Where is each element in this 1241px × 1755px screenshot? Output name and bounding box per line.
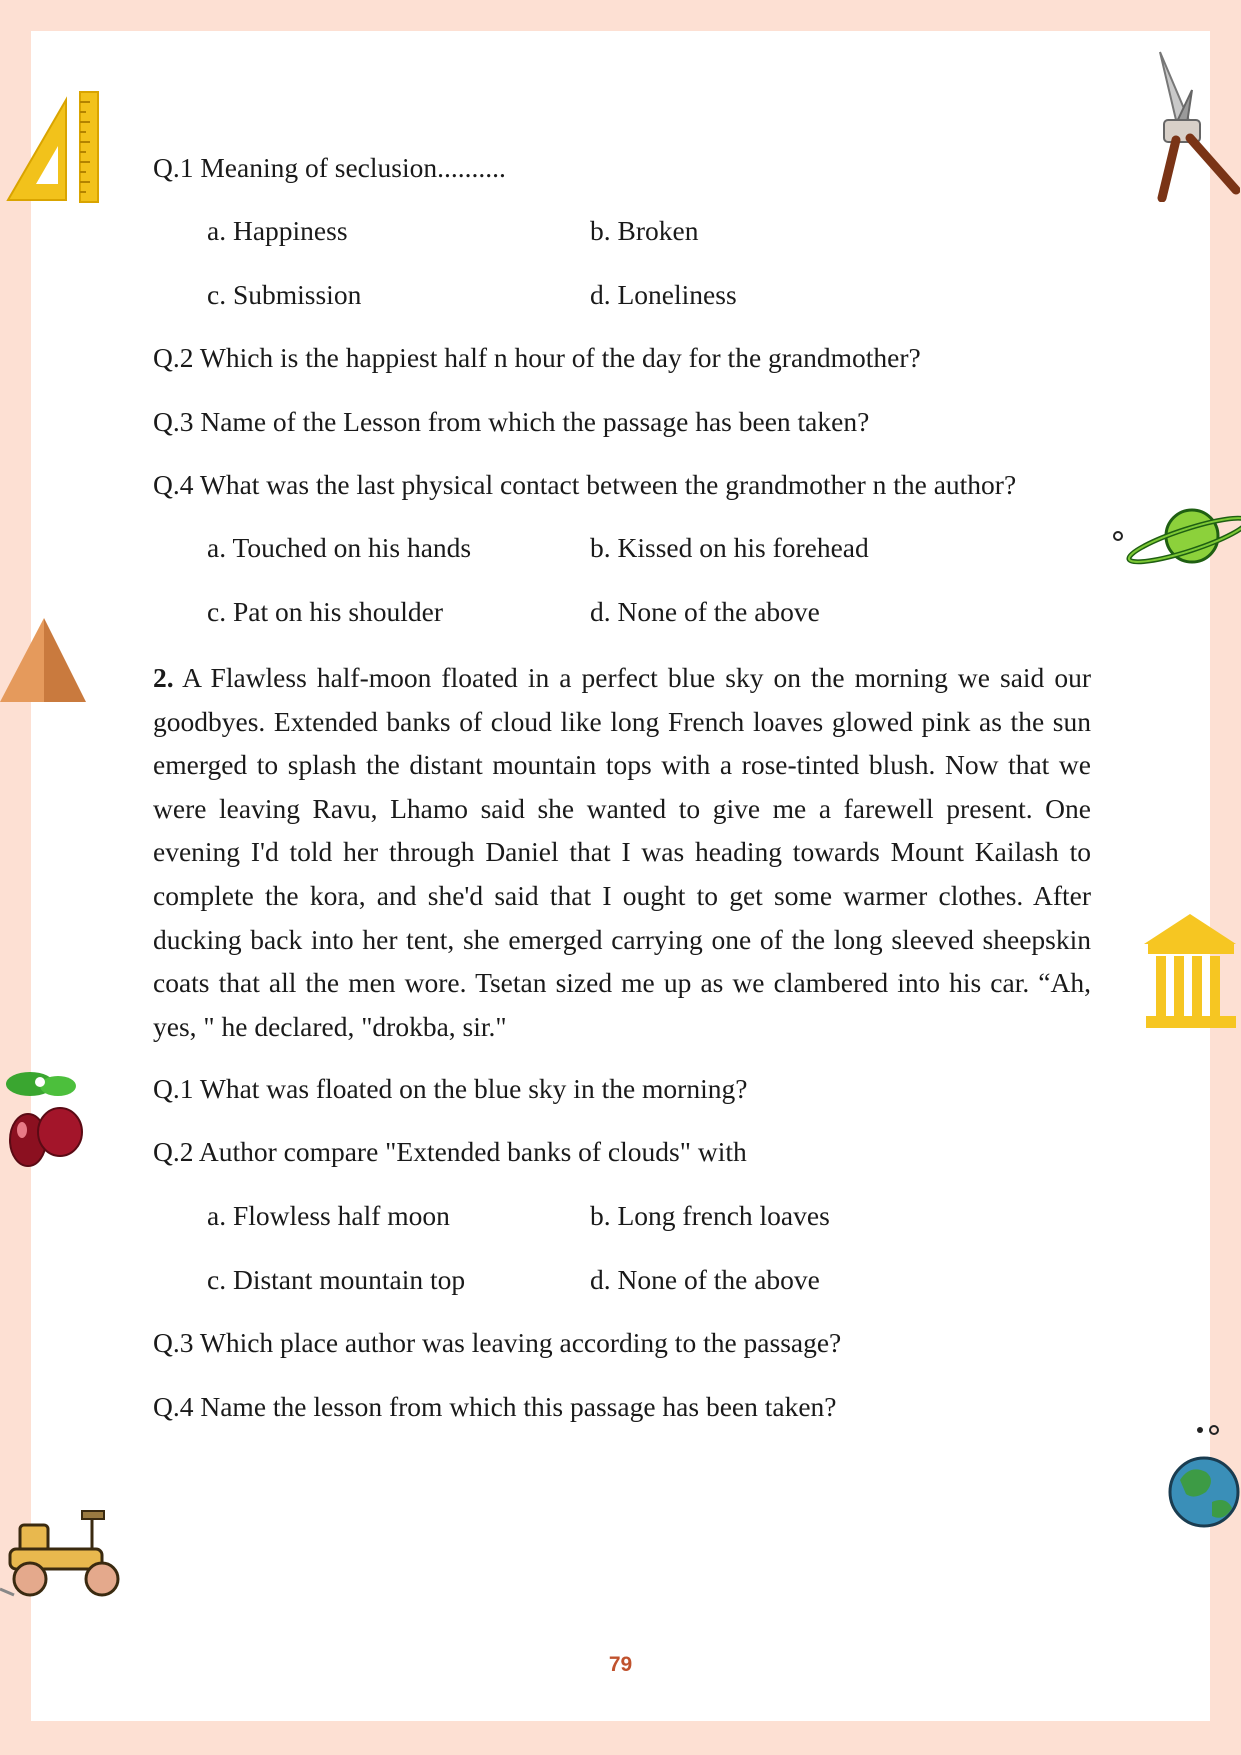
cherries-icon [0, 1062, 90, 1170]
option-s1-q1-a: a. Happiness [207, 215, 348, 246]
question-s1-q2: Q.2 Which is the happiest half n hour of the day for the grandmother? [153, 342, 921, 373]
option-s1-q4-b: b. Kissed on his forehead [590, 532, 869, 563]
option-s1-q1-c: c. Submission [207, 279, 362, 310]
option-s2-q2-d: d. None of the above [590, 1264, 820, 1295]
question-s1-q3: Q.3 Name of the Lesson from which the passage has been taken? [153, 406, 870, 437]
question-s2-q4: Q.4 Name the lesson from which this passage has been taken? [153, 1391, 837, 1422]
option-s2-q2-c: c. Distant mountain top [207, 1264, 466, 1295]
option-s1-q4-d: d. None of the above [590, 596, 820, 627]
planet-saturn-icon [1110, 500, 1241, 570]
question-s2-q1: Q.1 What was floated on the blue sky in the morning? [153, 1073, 748, 1104]
set-square-ruler-icon [4, 88, 102, 204]
question-s1-q1: Q.1 Meaning of seclusion.......... [153, 152, 506, 183]
passage-text: A Flawless half-moon floated in a perfect blue sky on the morning we said our goodbyes. Extended banks of cloud like long French loaves glowed pink as the sun emerged to splash the distant mountain tops with a rose-tinted blush. Now that we were leaving Ravu, Lhamo said she wanted to give me a farewell present. One evening I'd told her through Daniel that I was heading towards Mount Kailash to complete the kora, and she'd said that I ought to get some warmer clothes. After ducking back into her tent, she emerged carrying one of the long sleeved sheepskin coats that all the men wore. Tsetan sized me up as we clambered into his car. “Ah, yes, " he declared, "drokba, sir." [153, 662, 1091, 1042]
option-s2-q2-a: a. Flowless half moon [207, 1200, 450, 1231]
option-s1-q4-a: a. Touched on his hands [207, 532, 472, 563]
option-s1-q1-d: d. Loneliness [590, 279, 737, 310]
option-s1-q4-c: c. Pat on his shoulder [207, 596, 444, 627]
greek-temple-icon [1140, 910, 1241, 1032]
question-s1-q4: Q.4 What was the last physical contact between the grandmother n the author? [153, 469, 1017, 500]
page-number: 79 [608, 1653, 633, 1676]
question-s2-q2: Q.2 Author compare "Extended banks of clouds" with [153, 1136, 747, 1167]
option-s1-q1-b: b. Broken [590, 215, 699, 246]
passage-2 [153, 656, 1091, 1048]
passage-number: 2. [153, 662, 174, 693]
earth-globe-icon [1166, 1420, 1241, 1532]
steam-cart-icon [0, 1505, 126, 1599]
option-s2-q2-b: b. Long french loaves [590, 1200, 830, 1231]
pruning-shears-icon [1152, 50, 1240, 202]
question-s2-q3: Q.3 Which place author was leaving according to the passage? [153, 1327, 842, 1358]
pyramid-icon [0, 616, 88, 704]
